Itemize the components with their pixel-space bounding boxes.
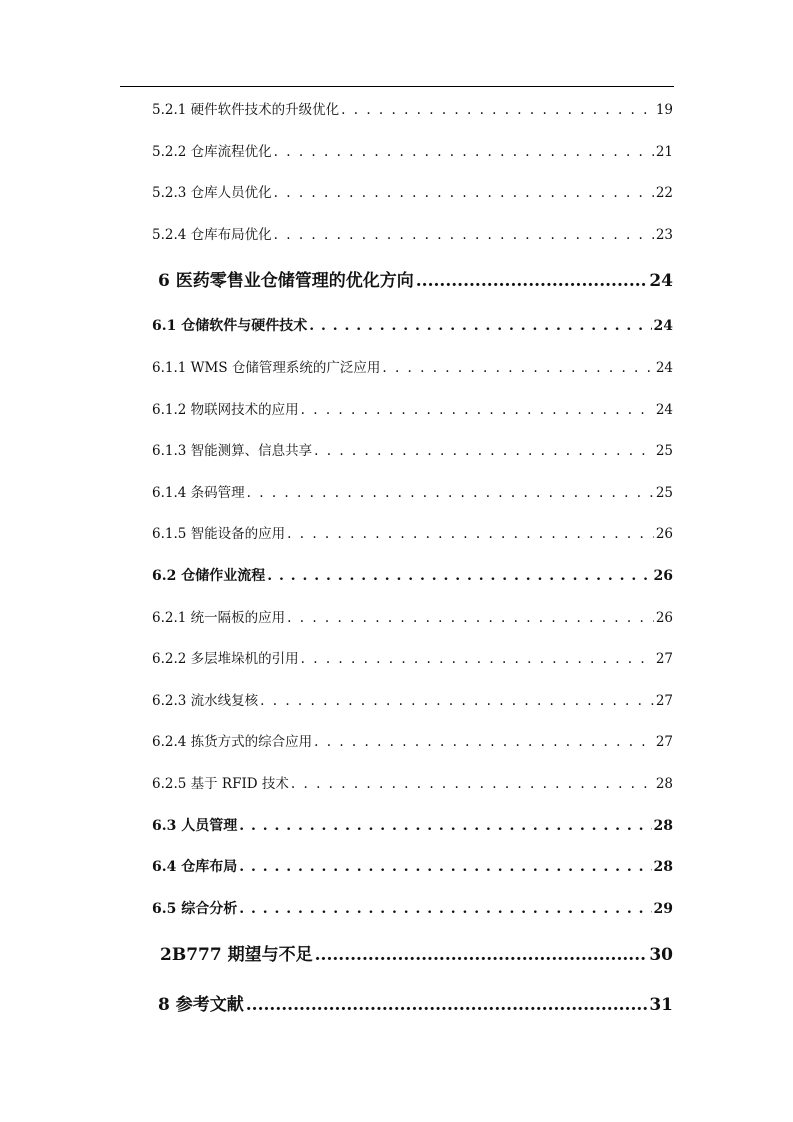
toc-entry-label: 6.1.1 WMS 仓储管理系统的广泛应用 [152,359,381,376]
toc-entry-label: 6.3 人员管理 [152,817,238,834]
toc-entry-label: 6.2.3 流水线复核 [152,692,259,709]
toc-entry-label: 6.2.5 基于 RFID 技术 [152,775,289,792]
toc-entry-label: 6.5 综合分析 [152,900,238,917]
toc-entry[interactable] [152,431,673,473]
toc-entry[interactable] [152,722,673,764]
toc-leader-dots [274,215,654,257]
toc-entry-label: 6.1.3 智能测算、信息共享 [152,443,313,460]
toc-leader-dots [301,639,654,681]
toc-entry[interactable] [152,348,673,390]
toc-leader-dots [260,681,654,723]
header-rule [120,86,674,87]
toc-entry-label: 6.1 仓储软件与硬件技术 [152,318,308,335]
toc-page-number: 24 [655,401,673,418]
toc-entry-label: 5.2.3 仓库人员优化 [152,185,272,202]
toc-page-number: 28 [653,817,673,834]
toc-page-number: 31 [649,995,673,1016]
toc-entry[interactable] [152,90,673,132]
toc-page-number: 24 [649,271,673,292]
toc-entry-label: 6.2.2 多层堆垛机的引用 [152,651,299,668]
toc-entry-label: 6.4 仓库布局 [152,859,238,876]
toc-entry[interactable] [152,598,673,640]
toc-entry-label: 2B777 期望与不足 [160,945,313,966]
toc-entry-label: 6.2 仓储作业流程 [152,567,266,584]
toc-page-number: 19 [655,102,673,118]
toc-page-number: 27 [655,692,673,709]
toc-leader-dots [239,847,651,889]
toc-page-number: 28 [653,859,673,876]
toc-page-number: 26 [653,567,673,584]
toc-leader-dots [416,256,648,306]
toc-entry-label: 6.2.4 拣货方式的综合应用 [152,734,313,751]
toc-entry-label: 5.2.4 仓库布局优化 [152,226,272,243]
toc-entry[interactable] [152,764,673,806]
toc-chapter-entry[interactable] [152,980,673,1030]
toc-page-number: 21 [655,143,673,160]
toc-leader-dots [274,132,654,174]
toc-leader-dots [267,556,651,598]
toc-leader-dots [246,980,648,1030]
toc-page-number: 23 [655,226,673,243]
toc-page-number: 26 [655,609,673,626]
toc-chapter-entry[interactable] [152,930,673,980]
toc-leader-dots [309,306,651,348]
toc-page-number: 28 [655,775,673,792]
table-of-contents [152,90,673,1030]
toc-section-entry[interactable] [152,806,673,848]
toc-leader-dots [314,722,654,764]
toc-entry-label: 5.2.1 硬件软件技术的升级优化 [152,102,340,118]
toc-page-number: 22 [655,185,673,202]
toc-entry[interactable] [152,681,673,723]
toc-entry-label: 6.1.4 条码管理 [152,484,245,501]
toc-section-entry[interactable] [152,889,673,931]
toc-page-number: 24 [655,359,673,376]
toc-entry[interactable] [152,173,673,215]
toc-leader-dots [287,514,654,556]
toc-page-number: 25 [655,443,673,460]
toc-leader-dots [239,889,651,931]
toc-leader-dots [291,764,654,806]
toc-section-entry[interactable] [152,306,673,348]
toc-leader-dots [287,598,654,640]
toc-leader-dots [247,473,654,515]
toc-entry[interactable] [152,390,673,432]
toc-entry[interactable] [152,473,673,515]
toc-page-number: 24 [653,318,673,335]
toc-leader-dots [341,90,654,132]
toc-leader-dots [274,173,654,215]
toc-leader-dots [301,390,654,432]
toc-entry-label: 6.2.1 统一隔板的应用 [152,609,286,626]
toc-entry-label: 5.2.2 仓库流程优化 [152,143,272,160]
toc-page-number: 30 [649,945,673,966]
toc-entry-label: 6.1.2 物联网技术的应用 [152,401,299,418]
toc-page-number: 29 [653,900,673,917]
toc-leader-dots [314,431,654,473]
toc-entry-label: 6.1.5 智能设备的应用 [152,526,286,543]
toc-page-number: 26 [655,526,673,543]
toc-section-entry[interactable] [152,847,673,889]
toc-chapter-entry[interactable] [152,256,673,306]
toc-leader-dots [315,930,648,980]
toc-entry-label: 8 参考文献 [158,995,244,1016]
toc-entry[interactable] [152,639,673,681]
toc-entry[interactable] [152,514,673,556]
toc-leader-dots [382,348,653,390]
toc-entry[interactable] [152,132,673,174]
toc-entry[interactable] [152,215,673,257]
toc-page-number: 27 [655,734,673,751]
toc-leader-dots [239,806,651,848]
toc-entry-label: 6 医药零售业仓储管理的优化方向 [158,271,414,292]
toc-page-number: 27 [655,651,673,668]
toc-section-entry[interactable] [152,556,673,598]
toc-page-number: 25 [655,484,673,501]
